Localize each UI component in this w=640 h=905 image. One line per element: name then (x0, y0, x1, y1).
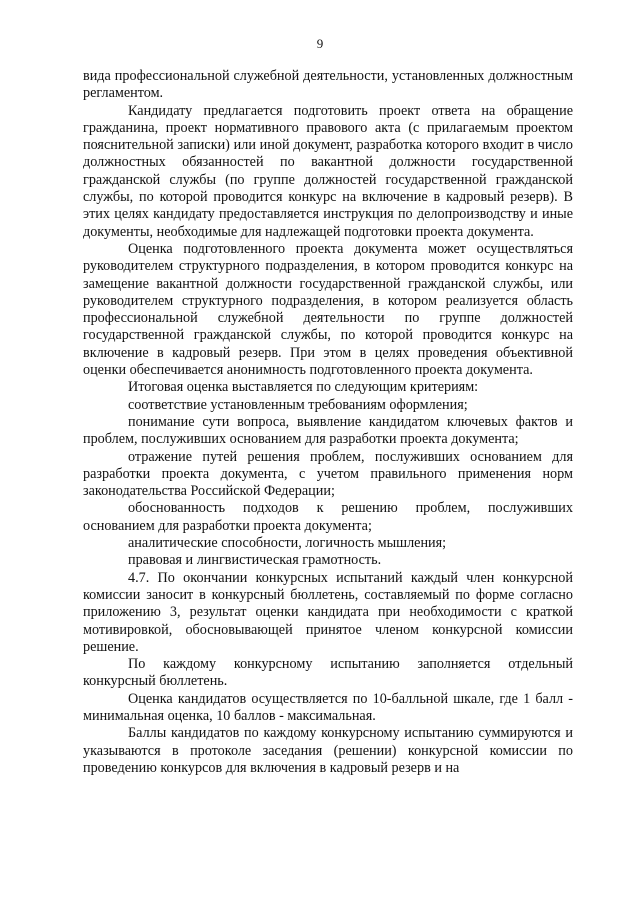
paragraph-score-summation: Баллы кандидатов по каждому конкурсному испытанию суммируются и указываются в протоколе заседания (решении) конкурсной комиссии по проведению конкурсов для включения в кадровый резерв и на (83, 725, 573, 776)
paragraph-section-4-7: 4.7. По окончании конкурсных испытаний каждый член конкурсной комиссии заносит в конкурсный бюллетень, составляемый по форме согласно приложению 3, результат оценки кандидата при необходимости с краткой мотивировкой, обосновывающей принятое членом конкурсной комиссии решение. (83, 569, 573, 655)
paragraph-continuation: вида профессиональной служебной деятельности, установленных должностным регламентом. (83, 68, 573, 102)
paragraph-evaluation-procedure: Оценка подготовленного проекта документа может осуществляться руководителем структурного подразделения, в котором проводится конкурс на замещение вакантной должности государственной гражданской службы, или руководителем структурного подразделения, в котором реализуется область профессиональной служебной деятельности по группе должностей государственной гражданской службы, по которой проводится конкурс на включение в кадровый резерв. При этом в целях проведения объективной оценки обеспечивается анонимность подготовленного проекта документа. (83, 240, 573, 379)
paragraph-task-description: Кандидату предлагается подготовить проект ответа на обращение гражданина, проект нормативного правового акта (с прилагаемым проектом пояснительной записки) или иной документ, разработка которого входит в число должностных обязанностей по вакантной должности государственной гражданской службы (по группе должностей государственной гражданской службы, по которой проводится конкурс на включение в кадровый резерв). В этих целях кандидату предоставляется инструкция по делопроизводству и иные документы, необходимые для надлежащей подготовки проекта документа. (83, 102, 573, 240)
criterion-understanding: понимание сути вопроса, выявление кандидатом ключевых фактов и проблем, послуживших основанием для разработки проекта документа; (83, 413, 573, 448)
page-number: 9 (316, 36, 324, 51)
criterion-formatting: соответствие установленным требованиям оформления; (128, 396, 468, 413)
document-body (83, 68, 573, 777)
criterion-analytics: аналитические способности, логичность мышления; (128, 535, 447, 552)
criterion-solutions: отражение путей решения проблем, послуживших основанием для разработки проекта документа, с учетом правильного применения норм законодательства Российской Федерации; (83, 448, 573, 500)
criterion-literacy: правовая и лингвистическая грамотность. (128, 552, 382, 569)
criterion-justification: обоснованность подходов к решению проблем, послуживших основанием для разработки проекта документа; (83, 500, 573, 534)
paragraph-separate-ballot: По каждому конкурсному испытанию заполняется отдельный конкурсный бюллетень. (83, 656, 573, 690)
paragraph-scoring-scale: Оценка кандидатов осуществляется по 10-балльной шкале, где 1 балл - минимальная оценка, 10 баллов - максимальная. (83, 690, 573, 724)
paragraph-criteria-intro: Итоговая оценка выставляется по следующим критериям: (128, 379, 479, 396)
